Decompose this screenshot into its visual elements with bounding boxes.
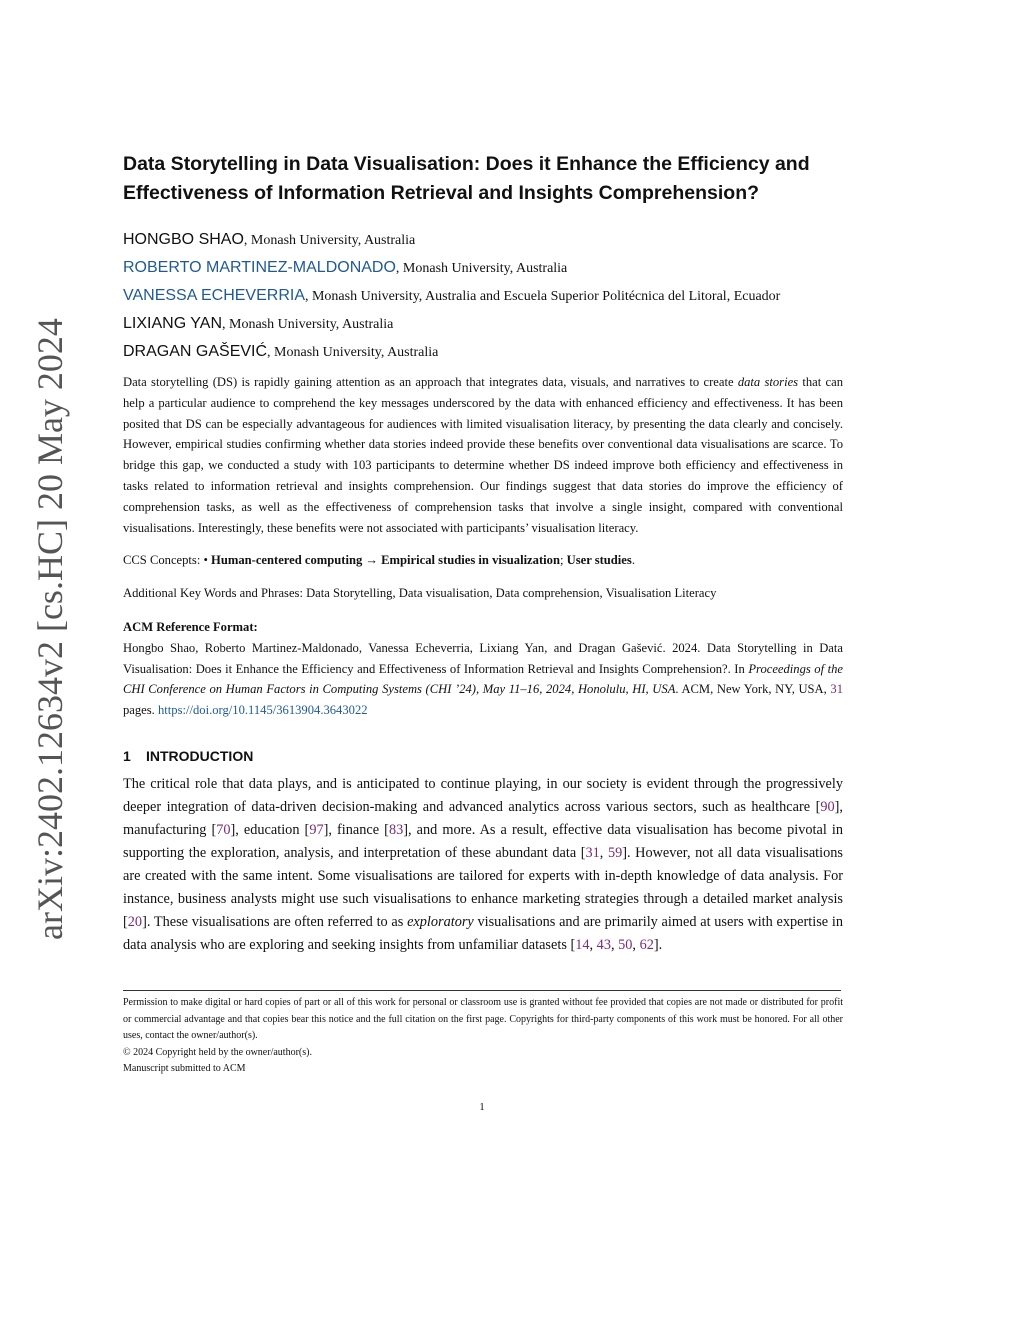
citation-link[interactable]: 14 xyxy=(575,937,590,953)
section-number: 1 xyxy=(123,748,131,764)
citation-link[interactable]: 70 xyxy=(216,822,231,838)
ccs-concept: User studies xyxy=(566,553,632,567)
citation-link[interactable]: 31 xyxy=(585,845,600,861)
copyright-notice: © 2024 Copyright held by the owner/author(s). xyxy=(123,1046,312,1058)
author-entry xyxy=(123,282,843,310)
author-entry xyxy=(123,226,843,254)
author-affiliation: , Monash University, Australia xyxy=(222,317,394,332)
keywords: Additional Key Words and Phrases: Data Storytelling, Data visualisation, Data comprehension, Visualisation Literacy xyxy=(123,586,717,600)
ccs-concepts xyxy=(123,550,843,570)
paper-title: Data Storytelling in Data Visualisation: Does it Enhance the Efficiency and Effectiveness of Information Retrieval and Insights Comprehension? xyxy=(123,153,810,204)
author-list xyxy=(123,226,843,366)
acm-reference-heading: ACM Reference Format: xyxy=(123,620,258,634)
abstract xyxy=(123,372,843,538)
citation-link[interactable]: 62 xyxy=(639,937,654,953)
ccs-end: . xyxy=(631,553,635,567)
author-name: DRAGAN GAŠEVIĆ xyxy=(123,343,268,360)
intro-paragraph: The critical role that data plays, and is anticipated to continue playing, in our society is evident through the progressively deeper integration of data-driven decision-making and advanced analytics across various sectors, such as healthcare [90], manufacturing [70], education [97], finance [83], and more. As a result, effective data visualisation has become pivotal in supporting the exploration, analysis, and interpretation of these abundant data [31, 59]. However, not all data visualisations are created with the same intent. Some visualisations are tailored for experts with in-depth knowledge of data analysis. For instance, business analysts might use such visualisations to enhance marketing strategies through a detailed market analysis [20]. These visualisations are often referred to as exploratory visualisations and are primarily aimed at users with expertise in data analysis who are exploring and seeking insights from unfamiliar datasets [14, 43, 50, 62]. xyxy=(123,776,843,953)
citation-link[interactable]: 43 xyxy=(596,937,611,953)
arxiv-sidebar-stamp: arXiv:2402.12634v2 [cs.HC] 20 May 2024 xyxy=(30,318,70,940)
author-affiliation: , Monash University, Australia xyxy=(267,345,439,360)
footnote-divider xyxy=(123,990,841,991)
page-number: 1 xyxy=(479,1101,485,1113)
ccs-concept: Human-centered computing → Empirical studies in visualization xyxy=(211,553,560,567)
author-affiliation: , Monash University, Australia xyxy=(395,261,568,276)
permission-notice: Permission to make digital or hard copies of part or all of this work for personal or classroom use is granted without fee provided that copies are not made or distributed for profit or commercial advantage and that copies bear this notice and the full citation on the first page. Copyrights for third-party components of this work must be honored. For all other uses, contact the owner/author(s). xyxy=(123,997,843,1041)
citation-link[interactable]: 97 xyxy=(309,822,324,838)
emphasis: exploratory xyxy=(407,914,474,930)
author-affiliation: , Monash University, Australia xyxy=(243,233,416,248)
abstract-text: Data storytelling (DS) is rapidly gaining attention as an approach that integrates data, visuals, and narratives to create xyxy=(123,375,738,389)
citation-link[interactable]: 59 xyxy=(607,845,623,861)
author-name-link[interactable]: VANESSA ECHEVERRIA xyxy=(123,287,305,304)
acm-proceedings: Proceedings of the CHI Conference on Human Factors in Computing Systems (CHI ’24), May 11–16, 2024, Honolulu, HI, USA xyxy=(123,661,843,697)
section-heading xyxy=(123,746,843,766)
doi-link[interactable]: https://doi.org/10.1145/3613904.3643022 xyxy=(157,703,368,718)
citation-link[interactable]: 20 xyxy=(127,914,143,930)
author-name: LIXIANG YAN xyxy=(123,315,222,332)
ccs-separator: ; xyxy=(559,553,567,567)
author-entry xyxy=(123,338,843,366)
footnote xyxy=(123,995,843,1078)
manuscript-notice: Manuscript submitted to ACM xyxy=(123,1063,246,1074)
citation-link[interactable]: 50 xyxy=(618,937,633,953)
author-entry xyxy=(123,310,843,338)
author-name: HONGBO SHAO xyxy=(123,231,244,248)
acm-reference-text: Hongbo Shao, Roberto Martinez-Maldonado, Vanessa Echeverria, Lixiang Yan, and Dragan Gašević. 2024. Data Storytelling in Data Visualisation: Does it Enhance the Efficiency and Effectiveness of Information Retrieval and Insights Comprehension?. In Proceedings of the CHI Conference on Human Factors in Computing Systems (CHI ’24), May 11–16, 2024, Honolulu, HI, USA. ACM, New York, NY, USA, 31 pages. https://doi.org/10.1145/3613904.3643022 xyxy=(123,640,843,718)
author-affiliation: , Monash University, Australia and Escuela Superior Politécnica del Litoral, Ecuador xyxy=(304,289,781,304)
abstract-emphasis: data stories xyxy=(737,375,799,389)
citation-link[interactable]: 90 xyxy=(820,799,835,815)
author-name-link[interactable]: ROBERTO MARTINEZ-MALDONADO xyxy=(123,259,396,276)
ccs-label: CCS Concepts: • xyxy=(123,553,212,567)
pages-link[interactable]: 31 xyxy=(830,682,843,697)
acm-reference-format xyxy=(123,617,843,721)
section-title: INTRODUCTION xyxy=(146,748,254,764)
author-entry xyxy=(123,254,843,282)
citation-link[interactable]: 83 xyxy=(388,822,404,838)
abstract-text: that can help a particular audience to comprehend the key messages underscored by the data with enhanced efficiency and effectiveness. It has been posited that DS can be especially advantageous for audiences with limited visualisation literacy, by presenting the data clearly and concisely. However, empirical studies confirming whether data stories indeed provide these benefits over conventional data visualisations are scarce. To bridge this gap, we conducted a study with 103 participants to determine whether DS indeed improve both efficiency and effectiveness in tasks related to information retrieval and insights comprehension. Our findings suggest that data stories do improve the efficiency of comprehension tasks, as well as the effectiveness of comprehension tasks that involve a single insight, compared with conventional visualisations. Interestingly, these benefits were not associated with participants’ visualisation literacy. xyxy=(123,375,843,535)
